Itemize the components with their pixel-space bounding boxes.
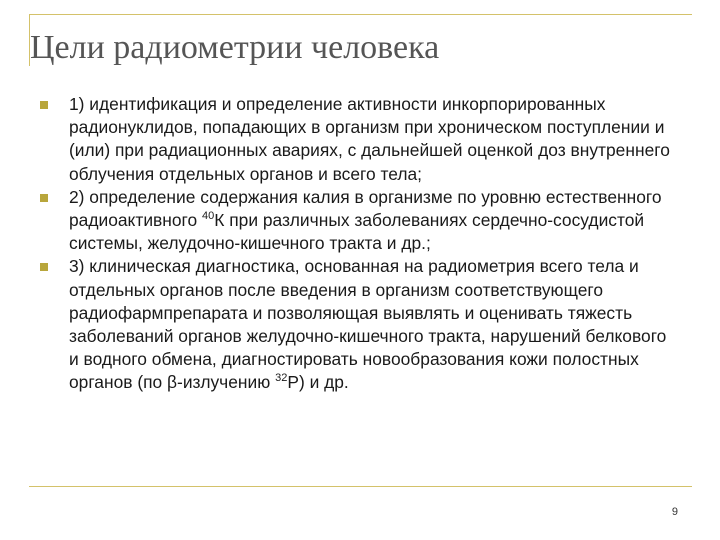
bullet-list: [40, 93, 680, 395]
square-bullet-icon: [40, 101, 48, 109]
bullet-item-1: [40, 93, 680, 186]
bullet-text-continued: К при различных заболеваниях сердечно-сосудистой системы, желудочно-кишечного тракта и др.;: [69, 210, 645, 254]
bullet-item-2: [40, 186, 680, 256]
bullet-text: 1) идентификация и определение активности инкорпорированных радионуклидов, попадающих в организм при хроническом поступлении и (или) при радиационных авариях, с дальнейшей оценкой доз внутреннего облучения отдельных органов и всего тела;: [69, 94, 670, 184]
square-bullet-icon: [40, 194, 48, 202]
top-rule: [29, 14, 692, 15]
slide-title: Цели радиометрии человека: [30, 29, 440, 66]
square-bullet-icon: [40, 263, 48, 271]
bullet-text: 3) клиническая диагностика, основанная на радиометрия всего тела и отдельных органов после введения в организм соответствующего радиофармпрепарата и позволяющая выявлять и оценивать тяжесть заболеваний органов желудочно-кишечного тракта, нарушений белкового и водного обмена, диагностировать новообразования кожи полостных органов (по β-излучению: [69, 256, 667, 393]
isotope-mass-number: 40: [202, 210, 215, 223]
bullet-item-3: [40, 255, 680, 394]
bottom-rule: [29, 486, 692, 487]
bullet-text: 2) определение содержания калия в организме по уровню естественного радиоактивного: [69, 186, 662, 231]
isotope-mass-number: 32: [275, 372, 288, 385]
page-number: 9: [671, 506, 678, 518]
bullet-text-continued: Р) и др.: [287, 372, 349, 393]
